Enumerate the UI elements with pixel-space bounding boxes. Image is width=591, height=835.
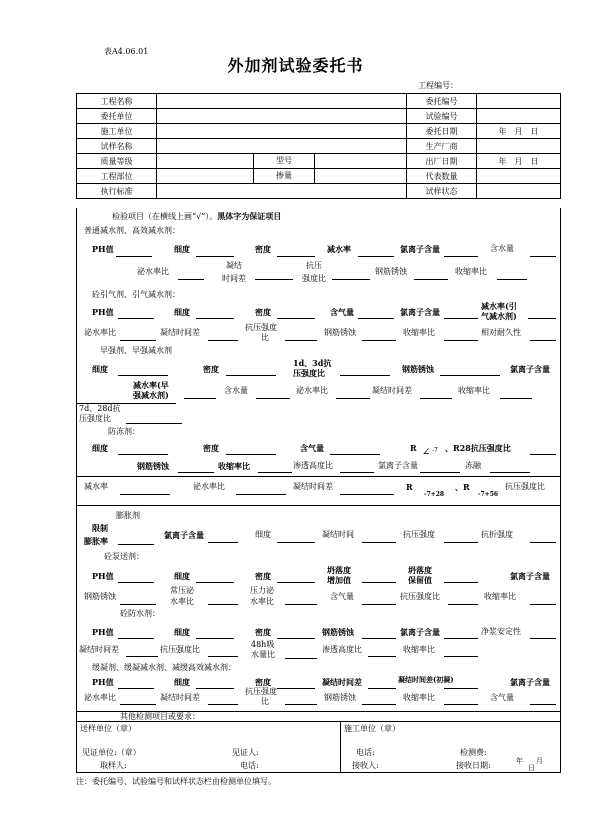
standard-field[interactable] — [157, 184, 407, 199]
density-label: 密度 — [255, 677, 271, 687]
ph-blank[interactable] — [118, 318, 154, 319]
air-content-blank[interactable] — [330, 454, 380, 455]
table-row — [77, 94, 561, 109]
slump-keep-label-2: 保留值 — [408, 575, 432, 585]
label-cell: 委托编号 — [407, 94, 477, 109]
density-label: 密度 — [255, 627, 271, 637]
model-label: 型号 — [254, 154, 315, 168]
bleed-label: 泌水率比 — [84, 693, 116, 702]
density-label: 密度 — [203, 364, 219, 374]
set-diff-blank[interactable] — [208, 704, 238, 705]
page-title: 外加剂试验委托书 — [227, 56, 364, 75]
day-label: 日 — [528, 764, 535, 772]
density-blank[interactable] — [226, 454, 276, 455]
corrosion-blank[interactable] — [362, 704, 396, 705]
p-bleed-blank[interactable] — [285, 604, 317, 605]
fee-label: 检测费: — [460, 748, 487, 757]
r28-label: 、R28抗压强度比 — [445, 443, 511, 453]
sampler-label: 取样人: — [100, 761, 127, 770]
test-no-field[interactable] — [477, 109, 561, 124]
comp-ratio-label-1: 抗压强度 — [245, 323, 277, 332]
comp-rate-label: 抗压强度比 — [505, 482, 545, 491]
r-7-28-label: R — [406, 482, 413, 492]
chloride-blank[interactable] — [444, 256, 478, 257]
r28-blank[interactable] — [530, 454, 556, 455]
penetration-label: 渗透高度比 — [322, 645, 362, 654]
label-cell: 试样名称 — [77, 139, 157, 154]
set-time-label: 凝结时间 — [322, 530, 354, 539]
air-content-label: 含气量 — [300, 443, 324, 453]
air-content-blank[interactable] — [362, 604, 396, 605]
label-cell: 试验编号 — [407, 109, 477, 124]
fineness-blank[interactable] — [196, 318, 234, 319]
divider — [76, 476, 560, 477]
fineness-blank[interactable] — [196, 582, 234, 583]
fineness-label: 细度 — [174, 571, 190, 581]
shrink-label: 收缩率比 — [403, 328, 435, 337]
water-reduce-blank[interactable] — [358, 256, 394, 257]
chloride-blank[interactable] — [420, 472, 460, 473]
shrink-blank[interactable] — [444, 704, 478, 705]
chloride-label: 氯离子含量 — [400, 627, 440, 637]
comp-ratio-blank[interactable] — [448, 604, 478, 605]
durability-blank[interactable] — [530, 340, 556, 341]
corrosion-label: 钢筋锈蚀 — [324, 693, 356, 702]
comp-strength-blank[interactable] — [444, 542, 478, 543]
set-blank[interactable] — [255, 279, 293, 280]
angle-mark: ∠ — [422, 447, 431, 458]
fineness-label: 细度 — [92, 364, 108, 374]
density-label: 密度 — [255, 571, 271, 581]
chloride-blank[interactable] — [444, 318, 478, 319]
fineness-blank[interactable] — [196, 688, 234, 689]
water-reduce-label: 减水率 — [327, 244, 351, 254]
shrink-blank[interactable] — [258, 472, 292, 473]
slump-keep-label-1: 坍落度 — [408, 565, 432, 575]
receiver-label: 接收人: — [352, 761, 379, 770]
set-diff-blank[interactable] — [208, 340, 238, 341]
pr-bleed-label-1: 常压泌 — [170, 586, 194, 595]
fineness-blank[interactable] — [196, 638, 234, 639]
flex-strength-label: 抗折强度 — [481, 530, 513, 539]
absorb-blank[interactable] — [285, 658, 317, 659]
corrosion-blank[interactable] — [414, 279, 448, 280]
table-row — [77, 169, 561, 184]
set-diff-initial-label: 凝结时间差(初凝) — [398, 675, 454, 684]
table-row — [77, 184, 561, 199]
pr-bleed-label-2: 水率比 — [170, 597, 194, 606]
water-content-label: 含水量 — [490, 244, 514, 253]
divider — [76, 505, 560, 506]
set-time-diff-label: 凝结时间差 — [322, 677, 362, 687]
footnote: 注：委托编号、试验编号和试样状态栏由检测单位填写。 — [76, 777, 276, 786]
comp-ratio-label-2: 比 — [261, 333, 269, 342]
section-4-title: 防冻剂： — [108, 427, 140, 436]
comp-strength-label: 抗压强度 — [403, 530, 435, 539]
month-label: 月 — [536, 757, 543, 765]
shrink-blank[interactable] — [530, 604, 556, 605]
comp-ratio-label: 抗压强度比 — [160, 645, 200, 654]
label-cell: 执行标准 — [77, 184, 157, 199]
shrink-blank[interactable] — [444, 340, 478, 341]
shrink-blank[interactable] — [444, 656, 478, 657]
corrosion-blank[interactable] — [362, 340, 396, 341]
wr-blank[interactable] — [120, 494, 170, 495]
ph-label: PH值 — [92, 677, 114, 687]
comp-label-2: 强度比 — [302, 274, 326, 283]
commission-no-field[interactable] — [477, 94, 561, 109]
set-label-1: 凝结 — [226, 261, 242, 270]
divider — [340, 721, 341, 772]
shrink-label: 收缩率比 — [484, 592, 516, 601]
density-blank[interactable] — [277, 688, 315, 689]
construction-unit-field[interactable] — [157, 124, 407, 139]
corrosion-label: 钢筋锈蚀 — [322, 627, 354, 637]
set-diff-label: 凝结时间差 — [293, 482, 333, 491]
sample-name-field[interactable] — [157, 139, 407, 154]
air-content-blank[interactable] — [358, 318, 394, 319]
bleed-blank[interactable] — [178, 279, 204, 280]
bleed-label: 泌水率比 — [84, 328, 116, 337]
label-cell: 委托日期 — [407, 124, 477, 139]
air-content-label: 含气量 — [330, 307, 354, 317]
set-diff-blank[interactable] — [340, 494, 394, 495]
set-diff-label: 凝结时间差 — [79, 645, 119, 654]
shrink-blank[interactable] — [500, 398, 532, 399]
comp-ratio-label-2: 比 — [261, 697, 269, 706]
chloride-label: 氯离子含量 — [400, 307, 440, 317]
density-blank[interactable] — [277, 318, 315, 319]
label-cell: 工程名称 — [77, 94, 157, 109]
label-cell: 施工单位 — [77, 124, 157, 139]
set-diff-label: 凝结时间差 — [372, 386, 412, 395]
sample-state-field[interactable] — [477, 184, 561, 199]
fineness-label: 细度 — [174, 307, 190, 317]
section-5-title: 膨胀剂 — [116, 511, 140, 520]
instruction-text: 检验项目（在横线上画“√”）。黑体字为保证项目 — [112, 211, 282, 221]
set-diff-blank[interactable] — [420, 398, 452, 399]
ph-blank[interactable] — [118, 688, 154, 689]
r-7-28-sub: -7+28 — [424, 491, 445, 498]
ph-blank[interactable] — [118, 582, 154, 583]
header-table — [76, 93, 561, 199]
label-cell: 生产厂商 — [407, 139, 477, 154]
corrosion-label: 钢筋锈蚀 — [375, 267, 407, 276]
pr-bleed-blank[interactable] — [208, 604, 238, 605]
absorb-label-2: 水量比 — [251, 650, 275, 659]
section-1-title: 普通减水剂、高效减水剂： — [84, 226, 180, 235]
fineness-label: 细度 — [174, 627, 190, 637]
client-field[interactable] — [157, 109, 407, 124]
dosage-label: 掺量 — [254, 169, 315, 183]
chloride-label: 氯离子含量 — [378, 461, 418, 470]
model-field[interactable] — [315, 154, 406, 168]
water-content-label: 含水量 — [224, 386, 248, 395]
comp-ratio-blank[interactable] — [208, 656, 238, 657]
divider — [76, 721, 560, 722]
project-number-label: 工程编号： — [418, 81, 458, 90]
fineness-blank[interactable] — [118, 454, 168, 455]
chloride-label: 氯离子含量 — [510, 571, 550, 581]
absorb-label-1: 48h吸 — [251, 640, 275, 649]
label-cell: 工程部位 — [77, 169, 157, 184]
fineness-label: 细度 — [174, 677, 190, 687]
expand-blank[interactable] — [118, 544, 154, 545]
comp728-blank[interactable] — [126, 423, 182, 424]
tel-label-1: 电话: — [356, 748, 375, 757]
corrosion-label: 钢筋锈蚀 — [84, 592, 116, 601]
corrosion-blank[interactable] — [440, 375, 500, 376]
bleed-blank[interactable] — [336, 398, 370, 399]
flex-strength-blank[interactable] — [530, 542, 556, 543]
project-name-field[interactable] — [157, 94, 407, 109]
ph-label: PH值 — [92, 627, 114, 637]
comp13-label-1: 1d、3d抗 — [293, 358, 332, 368]
penetration-blank[interactable] — [340, 472, 374, 473]
fineness-blank[interactable] — [196, 256, 234, 257]
p-bleed-label-2: 水率比 — [250, 597, 274, 606]
rep-qty-field[interactable] — [477, 169, 561, 184]
chloride-label: 氯离子含量 — [510, 364, 550, 374]
section-3-title: 早强剂、早强减水剂 — [100, 346, 172, 355]
r-7-56-label: 、R — [455, 482, 470, 492]
dosage-field[interactable] — [315, 169, 406, 183]
factory-date-field[interactable]: 年 月 日 — [477, 154, 561, 169]
comp728-label-1: 7d、28d抗 — [79, 404, 121, 413]
chloride-label: 氯离子含量 — [510, 677, 550, 687]
part-field[interactable] — [157, 169, 254, 183]
air-content-blank[interactable] — [530, 704, 556, 705]
comp13-label-2: 压强度比 — [293, 368, 325, 378]
table-row — [77, 124, 561, 139]
ph-label: PH值 — [92, 244, 114, 254]
chloride-label: 氯离子含量 — [400, 244, 440, 254]
wr-air-blank[interactable] — [528, 318, 556, 319]
r-7-sub: -7 — [432, 447, 438, 454]
wr-label: 减水率 — [84, 482, 108, 491]
shrink-label: 收缩率比 — [455, 267, 487, 276]
set-diff-label: 凝结时间差 — [160, 328, 200, 337]
shrink-label: 收缩率比 — [218, 461, 250, 471]
density-blank[interactable] — [277, 256, 315, 257]
penetration-label: 渗透高度比 — [293, 461, 333, 470]
label-cell: 出厂日期 — [407, 154, 477, 169]
part-dosage-cell — [157, 169, 407, 184]
density-blank[interactable] — [277, 582, 315, 583]
density-blank[interactable] — [277, 638, 315, 639]
water-content-blank[interactable] — [256, 398, 290, 399]
comp-ratio-blank[interactable] — [285, 340, 317, 341]
shrink-label: 收缩率比 — [403, 693, 435, 702]
shrink-label: 收缩率比 — [458, 386, 490, 395]
comp-blank[interactable] — [332, 279, 370, 280]
tel-label-2: 电话: — [240, 761, 259, 770]
bleed-label: 泌水率比 — [193, 482, 225, 491]
label-cell: 质量等级 — [77, 154, 157, 169]
table-row — [77, 139, 561, 154]
wr-air-label-1: 减水率(引 — [481, 301, 517, 311]
wr-early-blank[interactable] — [184, 398, 216, 399]
corrosion-label: 钢筋锈蚀 — [402, 364, 434, 374]
ph-blank[interactable] — [118, 638, 154, 639]
r-7-56-sub: -7+56 — [478, 491, 499, 498]
form-number: 表A4.06.01 — [104, 47, 149, 56]
commission-date-field[interactable]: 年 月 日 — [477, 124, 561, 139]
shrink-blank[interactable] — [497, 279, 527, 280]
freeze-blank[interactable] — [490, 472, 530, 473]
set-diff-blank[interactable] — [126, 656, 158, 657]
chloride-blank[interactable] — [208, 542, 238, 543]
sender-unit-label: 送样单位（章） — [80, 724, 136, 733]
water-content-blank[interactable] — [530, 256, 556, 257]
section-6-title: 砼泵送剂： — [104, 552, 144, 561]
freeze-label: 冻融 — [465, 461, 481, 470]
comp728-label-2: 压强度比 — [79, 414, 111, 423]
fineness-blank[interactable] — [118, 375, 168, 376]
corrosion-blank[interactable] — [178, 472, 214, 473]
label-cell: 委托单位 — [77, 109, 157, 124]
slump-inc-blank[interactable] — [362, 582, 396, 583]
bleed-blank[interactable] — [120, 704, 156, 705]
p-bleed-label-1: 压力泌 — [250, 586, 274, 595]
chloride-blank[interactable] — [444, 638, 478, 639]
comp-ratio-blank[interactable] — [285, 704, 317, 705]
table-row — [77, 154, 561, 169]
wr-early-label-1: 减水率(早 — [133, 380, 169, 390]
section-8-title: 缓凝剂、缓凝减水剂、减缓高效减水剂： — [92, 663, 236, 672]
manufacturer-field[interactable] — [477, 139, 561, 154]
bleed-blank[interactable] — [236, 494, 286, 495]
density-label: 密度 — [255, 244, 271, 254]
label-cell: 试样状态 — [407, 184, 477, 199]
year-label: 年 — [516, 757, 523, 765]
section-7-title: 砼防水剂： — [120, 609, 160, 618]
receive-date-label: 接收日期: — [456, 761, 491, 770]
bleed-label: 泌水率比 — [137, 267, 169, 276]
air-content-label: 含气量 — [330, 592, 354, 601]
expand-label-1: 限制 — [92, 523, 108, 533]
builder-unit-label: 施工单位（章） — [344, 724, 400, 733]
set-time-diff-blank[interactable] — [368, 688, 396, 689]
air-content-label: 含气量 — [490, 693, 514, 702]
ph-label: PH值 — [92, 571, 114, 581]
comp-ratio-label-1: 抗压强度 — [245, 687, 277, 696]
net-stable-blank[interactable] — [530, 638, 556, 639]
comp-ratio-label: 抗压强度比 — [400, 592, 440, 601]
bleed-label: 泌水率比 — [296, 386, 328, 395]
fineness-label: 细度 — [255, 530, 271, 539]
density-blank[interactable] — [226, 375, 276, 376]
net-stable-label: 净浆安定性 — [481, 627, 521, 636]
corrosion-label: 钢筋锈蚀 — [137, 461, 169, 471]
slump-keep-blank[interactable] — [444, 582, 478, 583]
ph-blank[interactable] — [116, 256, 152, 257]
chloride-label: 氯离子含量 — [164, 530, 204, 540]
witness-unit-label: 见证单位:（章） — [82, 748, 141, 757]
set-diff-initial-blank[interactable] — [444, 688, 478, 689]
witness-label: 见证人: — [232, 748, 259, 757]
set-label-2: 时间差 — [222, 274, 246, 283]
wr-early-label-2: 强减水剂) — [133, 390, 169, 400]
density-label: 密度 — [255, 307, 271, 317]
slump-inc-label-2: 增加值 — [327, 575, 351, 585]
durability-label: 相对耐久性 — [481, 328, 521, 337]
quality-field[interactable] — [157, 154, 254, 168]
expand-label-2: 膨胀率 — [84, 536, 108, 546]
comp-label-1: 抗压 — [306, 261, 322, 270]
corrosion-blank[interactable] — [362, 638, 396, 639]
fineness-blank[interactable] — [277, 542, 315, 543]
fineness-label: 细度 — [92, 443, 108, 453]
bleed-blank[interactable] — [120, 340, 156, 341]
penetration-blank[interactable] — [368, 656, 396, 657]
comp13-blank[interactable] — [340, 375, 390, 376]
corrosion-label: 钢筋锈蚀 — [324, 328, 356, 337]
table-row — [77, 109, 561, 124]
other-requirements-label: 其他检测项目或要求： — [120, 712, 200, 721]
slump-inc-label-1: 坍落度 — [327, 565, 351, 575]
quality-model-cell — [157, 154, 407, 169]
set-time-blank[interactable] — [362, 542, 396, 543]
label-cell: 代表数量 — [407, 169, 477, 184]
ph-label: PH值 — [92, 307, 114, 317]
corrosion-blank[interactable] — [120, 604, 156, 605]
set-diff-label: 凝结时间差 — [160, 693, 200, 702]
shrink-label: 收缩率比 — [403, 645, 435, 654]
wr-air-label-2: 气减水剂) — [481, 311, 517, 321]
fineness-label: 细度 — [174, 244, 190, 254]
section-2-title: 砼引气剂、引气减水剂： — [92, 290, 180, 299]
density-label: 密度 — [203, 443, 219, 453]
r-7-label: R — [410, 443, 417, 453]
